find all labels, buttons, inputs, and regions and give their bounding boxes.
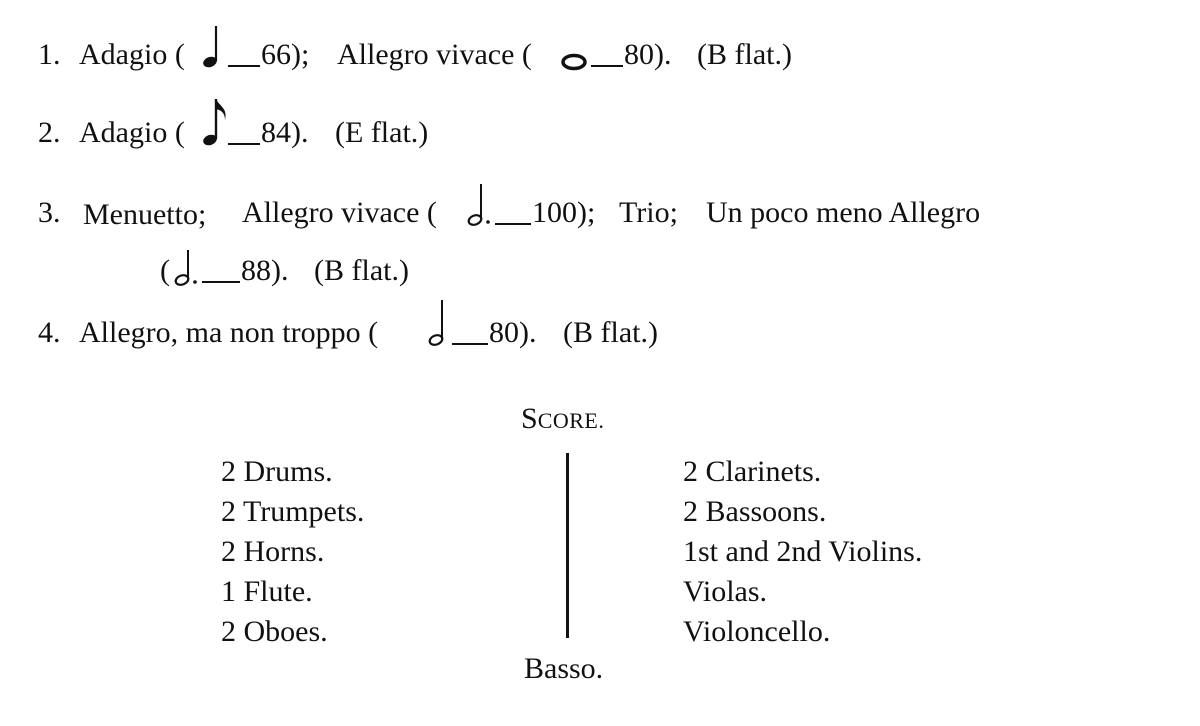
movement-3-key: (B flat.)	[314, 254, 409, 287]
half-note-icon	[426, 298, 454, 348]
movement-3-title: Menuetto;	[83, 198, 207, 231]
movement-3-number: 3.	[38, 196, 61, 229]
score-right-item: 1st and 2nd Violins.	[683, 535, 923, 568]
score-divider	[566, 453, 569, 638]
movement-1-second-title: Allegro vivace (	[337, 38, 532, 71]
movement-2-number: 2.	[38, 116, 61, 149]
score-footer: Basso.	[524, 652, 604, 685]
movement-3-cont-open: (	[160, 254, 170, 287]
movement-1-second-value: 80).	[624, 38, 672, 71]
tempo-rule	[452, 343, 488, 345]
score-left-item: 2 Horns.	[221, 535, 325, 568]
movement-3-trio: Trio;	[619, 196, 678, 229]
movement-2-key: (E flat.)	[335, 116, 429, 149]
movement-3-continuation	[0, 254, 1200, 294]
movement-1-value: 66);	[261, 38, 310, 71]
tempo-rule	[591, 65, 623, 67]
movement-3-cont-value: 88).	[241, 254, 289, 287]
movement-4	[0, 316, 1200, 356]
movement-2-title: Adagio (	[79, 116, 185, 149]
dotted-half-note-icon	[172, 248, 202, 288]
tempo-rule	[202, 281, 240, 283]
score-right-item: Violas.	[683, 575, 768, 608]
score-heading-rest: CORE.	[537, 408, 605, 433]
movement-1-title: Adagio (	[79, 38, 185, 71]
movement-3-value: 100);	[532, 196, 596, 229]
movement-2	[0, 116, 1200, 156]
movement-4-number: 4.	[38, 316, 61, 349]
movement-3-third-title: Un poco meno Allegro	[706, 196, 981, 229]
tempo-rule	[228, 65, 260, 67]
tempo-rule	[228, 143, 260, 145]
movement-2-value: 84).	[261, 116, 309, 149]
whole-note-icon	[560, 52, 590, 72]
movement-4-title: Allegro, ma non troppo (	[79, 316, 379, 349]
movement-3	[0, 196, 1200, 236]
movement-1-number: 1.	[38, 38, 61, 71]
score-right-item: 2 Clarinets.	[683, 455, 822, 488]
score-right-item: 2 Bassoons.	[683, 495, 827, 528]
score-heading	[521, 402, 604, 438]
score-left-item: 2 Oboes.	[221, 615, 328, 648]
score-left-item: 2 Trumpets.	[221, 495, 365, 528]
movement-1-key: (B flat.)	[697, 38, 792, 71]
quarter-note-icon	[201, 24, 227, 70]
score-left-item: 1 Flute.	[221, 575, 313, 608]
score-left-item: 2 Drums.	[221, 455, 333, 488]
eighth-note-icon	[201, 96, 231, 148]
movement-4-key: (B flat.)	[563, 316, 658, 349]
movement-1	[0, 38, 1200, 78]
score-right-item: Violoncello.	[683, 615, 831, 648]
score-heading-initial: S	[521, 402, 538, 435]
tempo-rule	[495, 223, 531, 225]
movement-4-value: 80).	[489, 316, 537, 349]
movement-3-second-title: Allegro vivace (	[242, 196, 437, 229]
dotted-half-note-icon	[465, 182, 495, 228]
